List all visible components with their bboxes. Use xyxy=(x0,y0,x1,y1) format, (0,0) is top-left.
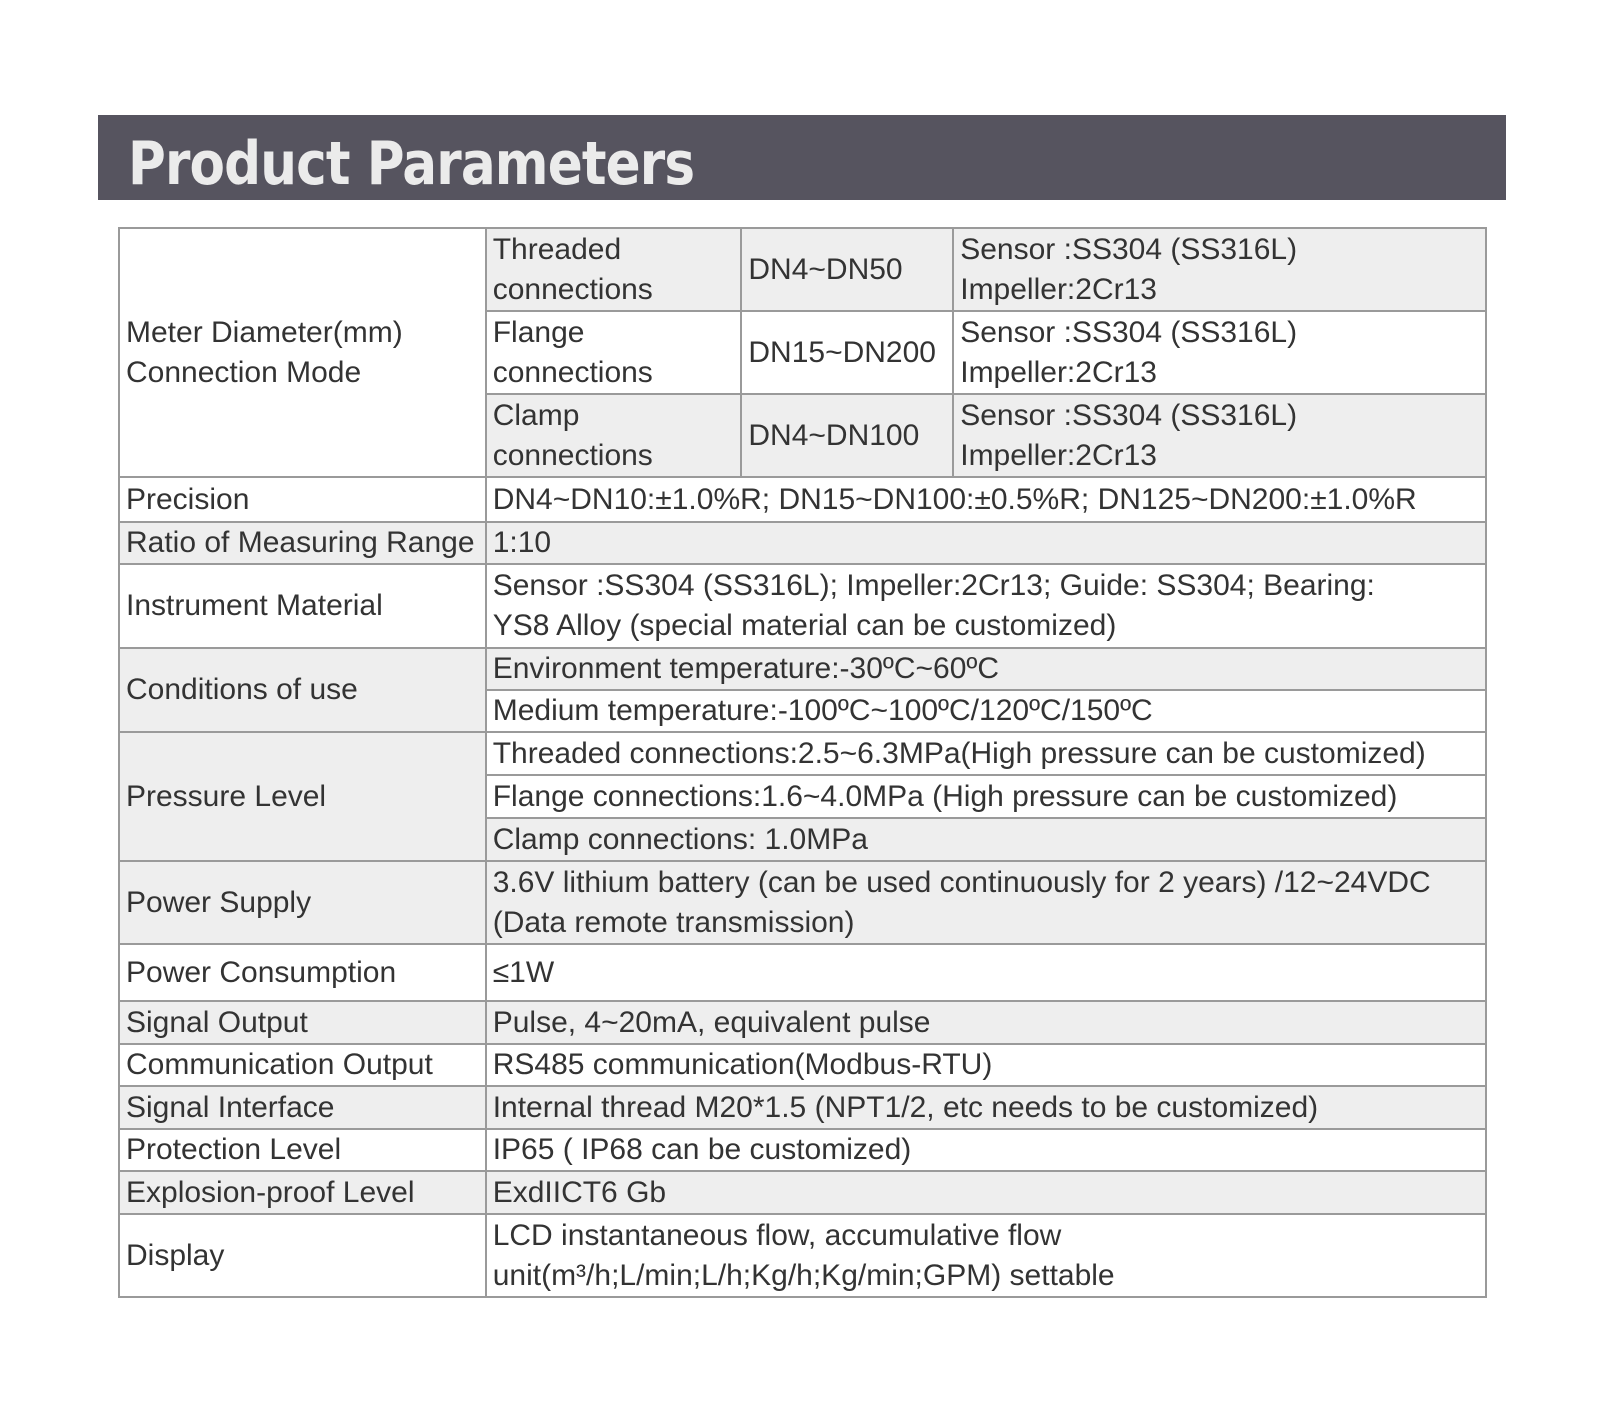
signal-interface-value: Internal thread M20*1.5 (NPT1/2, etc needs to be customized) xyxy=(486,1086,1486,1129)
ratio-value: 1:10 xyxy=(486,522,1486,564)
table-row xyxy=(119,1214,1486,1297)
connection-range-cell: DN4~DN100 xyxy=(741,394,953,477)
connection-type-cell xyxy=(486,228,742,311)
connection-material-line2: Impeller:2Cr13 xyxy=(960,438,1157,472)
conditions-env: Environment temperature:-30ºC~60ºC xyxy=(486,648,1486,690)
connection-range-cell: DN15~DN200 xyxy=(741,311,953,394)
power-consumption-label: Power Consumption xyxy=(119,944,486,1001)
connection-type-line1: Flange xyxy=(492,315,585,349)
connection-label-line2: Connection Mode xyxy=(126,355,362,389)
connection-material-line1: Sensor :SS304 (SS316L) xyxy=(960,398,1298,432)
explosion-label: Explosion-proof Level xyxy=(119,1171,486,1214)
table-row xyxy=(119,1086,1486,1129)
connection-material-line2: Impeller:2Cr13 xyxy=(960,272,1157,306)
material-line1: Sensor :SS304 (SS316L); Impeller:2Cr13; Guide: SS304; Bearing: xyxy=(492,569,1375,602)
connection-material-line1: Sensor :SS304 (SS316L) xyxy=(960,232,1298,266)
connection-type-line2: connections xyxy=(492,355,653,389)
page-title: Product Parameters xyxy=(128,129,695,199)
connection-type-line2: connections xyxy=(492,272,653,306)
connection-type-cell xyxy=(486,394,742,477)
table-row xyxy=(119,477,1486,522)
connection-type-line1: Threaded xyxy=(492,232,622,266)
connection-type-line2: connections xyxy=(492,438,653,472)
connection-range-cell: DN4~DN50 xyxy=(741,228,953,311)
protection-value: IP65 ( IP68 can be customized) xyxy=(486,1129,1486,1171)
table-row xyxy=(119,732,1486,775)
table-row xyxy=(119,522,1486,564)
signal-output-label: Signal Output xyxy=(119,1001,486,1044)
pressure-label: Pressure Level xyxy=(119,732,486,861)
header-banner xyxy=(98,115,1506,200)
table-row xyxy=(119,1129,1486,1171)
display-line2: unit(m³/h;L/min;L/h;Kg/h;Kg/min;GPM) settable xyxy=(492,1258,1115,1292)
communication-label: Communication Output xyxy=(119,1044,486,1086)
material-value xyxy=(486,564,1486,648)
communication-value: RS485 communication(Modbus-RTU) xyxy=(486,1044,1486,1086)
connection-material-line2: Impeller:2Cr13 xyxy=(960,355,1157,389)
display-label: Display xyxy=(119,1214,486,1297)
connection-material-cell xyxy=(953,311,1486,394)
table-row xyxy=(119,648,1486,690)
pressure-flange: Flange connections:1.6~4.0MPa (High pressure can be customized) xyxy=(486,775,1486,818)
table-row xyxy=(119,861,1486,944)
signal-output-value: Pulse, 4~20mA, equivalent pulse xyxy=(486,1001,1486,1044)
display-line1: LCD instantaneous flow, accumulative flow xyxy=(492,1218,1062,1252)
precision-value: DN4~DN10:±1.0%R; DN15~DN100:±0.5%R; DN125~DN200:±1.0%R xyxy=(486,477,1486,522)
display-value xyxy=(486,1214,1486,1297)
pressure-threaded: Threaded connections:2.5~6.3MPa(High pressure can be customized) xyxy=(486,732,1486,775)
conditions-label: Conditions of use xyxy=(119,648,486,732)
power-supply-label: Power Supply xyxy=(119,861,486,944)
connection-label xyxy=(119,228,486,477)
connection-type-line1: Clamp xyxy=(492,398,580,432)
conditions-medium: Medium temperature:-100ºC~100ºC/120ºC/150ºC xyxy=(486,690,1486,732)
material-line2: YS8 Alloy (special material can be customized) xyxy=(492,609,1117,642)
table-row xyxy=(119,564,1486,648)
power-supply-line2: (Data remote transmission) xyxy=(492,905,855,939)
connection-material-line1: Sensor :SS304 (SS316L) xyxy=(960,315,1298,349)
table-row xyxy=(119,1171,1486,1214)
table-row xyxy=(119,1001,1486,1044)
power-supply-line1: 3.6V lithium battery (can be used continuously for 2 years) /12~24VDC xyxy=(492,865,1431,899)
connection-type-cell xyxy=(486,311,742,394)
material-label: Instrument Material xyxy=(119,564,486,648)
power-consumption-value: ≤1W xyxy=(486,944,1486,1001)
connection-material-cell xyxy=(953,228,1486,311)
explosion-value: ExdIICT6 Gb xyxy=(486,1171,1486,1214)
table-row xyxy=(119,944,1486,1001)
parameters-table xyxy=(118,227,1487,1298)
table-row xyxy=(119,228,1486,311)
protection-label: Protection Level xyxy=(119,1129,486,1171)
connection-material-cell xyxy=(953,394,1486,477)
precision-label: Precision xyxy=(119,477,486,522)
power-supply-value xyxy=(486,861,1486,944)
pressure-clamp: Clamp connections: 1.0MPa xyxy=(486,818,1486,861)
connection-label-line1: Meter Diameter(mm) xyxy=(126,315,403,349)
signal-interface-label: Signal Interface xyxy=(119,1086,486,1129)
table-row xyxy=(119,1044,1486,1086)
ratio-label: Ratio of Measuring Range xyxy=(119,522,486,564)
